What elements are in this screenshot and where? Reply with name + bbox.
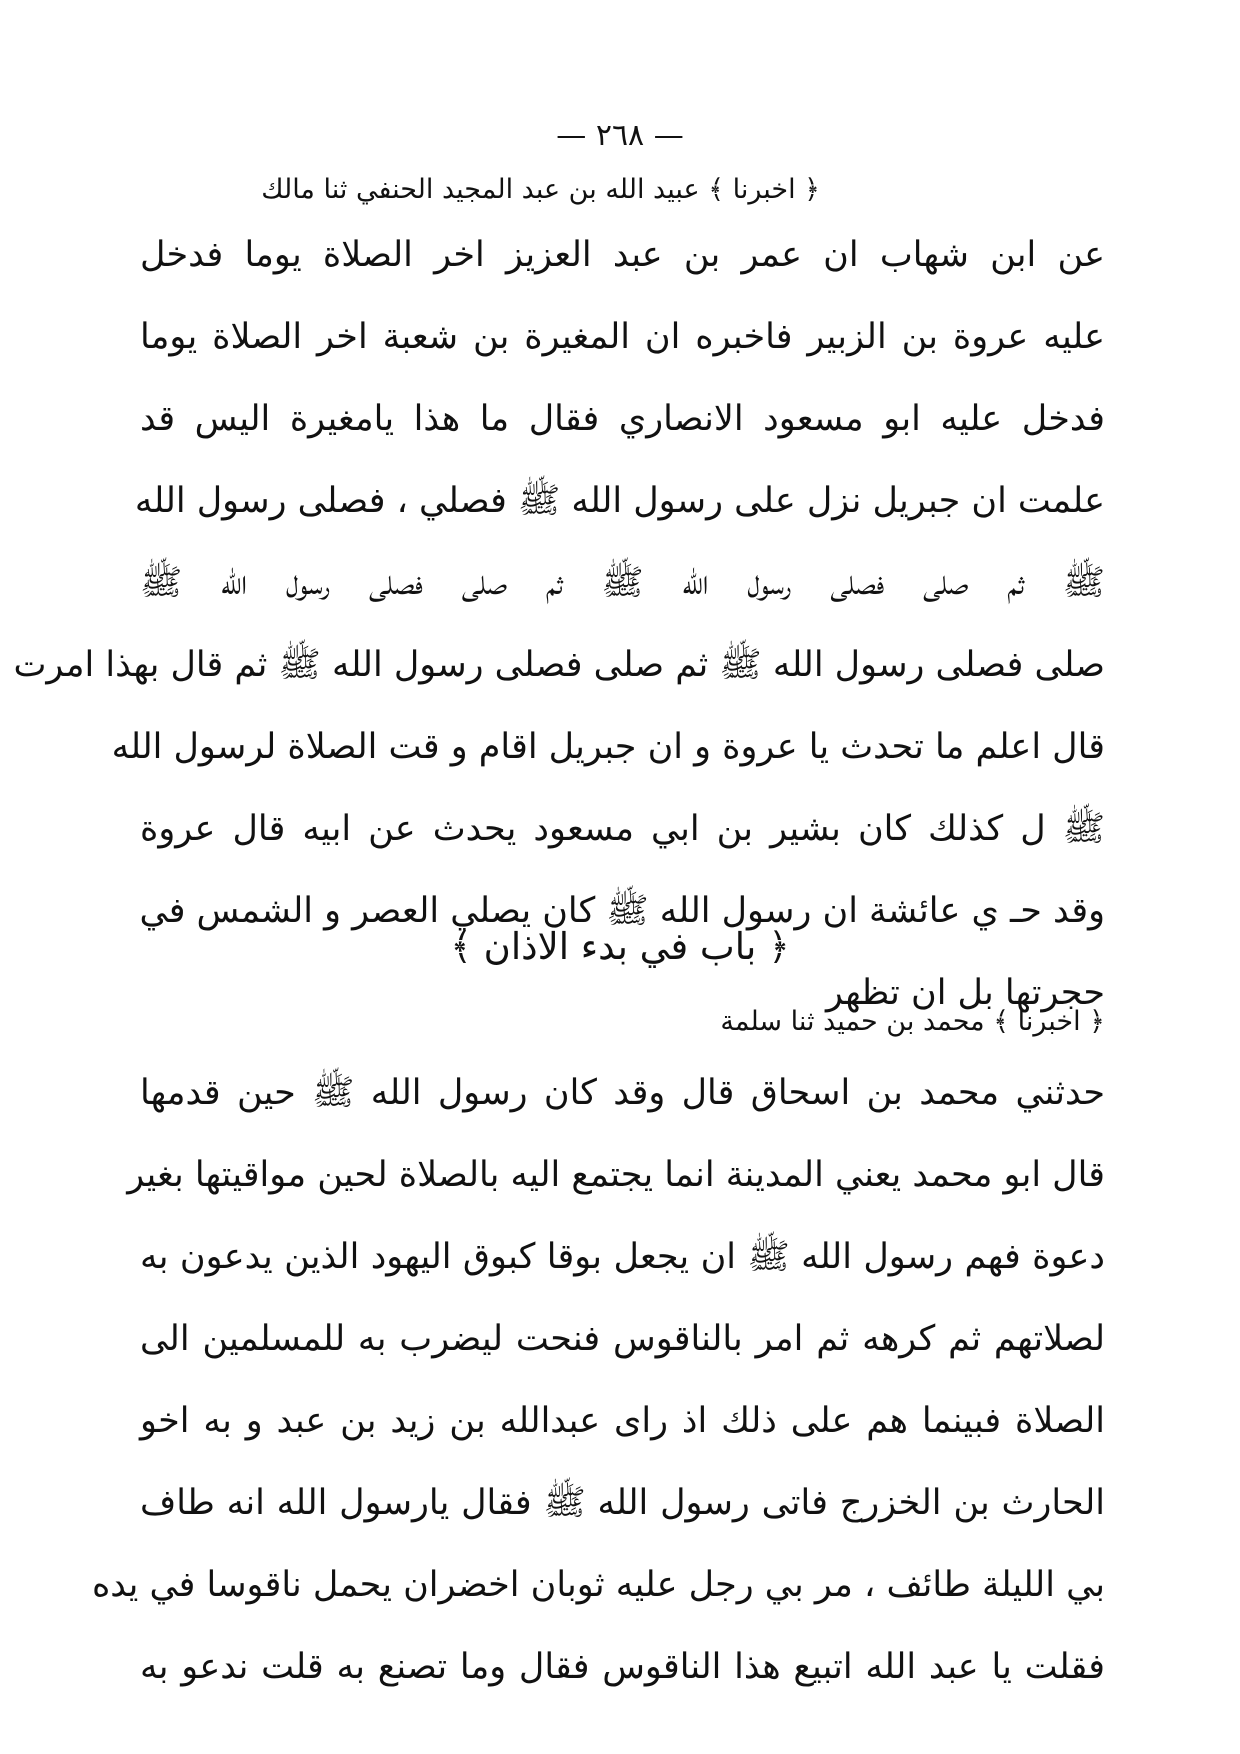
hadith-chain-header: ﴿ اخبرنا ﴾ محمد بن حميد ثنا سلمة — [720, 1006, 1105, 1037]
page-number: — ٢٦٨ — — [556, 118, 684, 153]
hadith-body-1 — [13, 214, 1105, 1034]
text-line: فدخل عليه ابو مسعود الانصاري فقال ما هذا يامغيرة اليس قد — [140, 399, 1105, 439]
text-line: قال اعلم ما تحدث يا عروة و ان جبريل اقام و قت الصلاة لرسول الله — [111, 727, 1105, 767]
hadith-body-2 — [91, 1052, 1105, 1708]
text-line: صلى فصلى رسول الله ﷺ ثم صلى فصلى رسول الله ﷺ ثم قال بهذا امرت — [13, 645, 1105, 685]
text-line: بي الليلة طائف ، مر بي رجل عليه ثوبان اخضران يحمل ناقوسا في يده — [91, 1565, 1105, 1605]
hadith-chain-header: ﴿ اخبرنا ﴾ عبيد الله بن عبد المجيد الحنفي ثنا مالك — [261, 174, 820, 205]
text-line: حجرتها بل ان تظهر — [825, 973, 1105, 1013]
text-line: دعوة فهم رسول الله ﷺ ان يجعل بوقا كبوق اليهود الذين يدعون به — [140, 1237, 1105, 1277]
text-line: حدثني محمد بن اسحاق قال وقد كان رسول الله ﷺ حين قدمها — [140, 1073, 1105, 1113]
text-line: ﷺ ل كذلك كان بشير بن ابي مسعود يحدث عن ابيه قال عروة — [140, 809, 1105, 849]
text-line: وقد حـ ي عائشة ان رسول الله ﷺ كان يصلي العصر و الشمس في — [139, 891, 1105, 931]
text-line: عن ابن شهاب ان عمر بن عبد العزيز اخر الصلاة يوما فدخل — [140, 235, 1105, 275]
text-line: قال ابو محمد يعني المدينة انما يجتمع اليه بالصلاة لحين مواقيتها بغير — [127, 1155, 1105, 1195]
chapter-title: ﴿ باب في بدء الاذان ﴾ — [450, 925, 790, 968]
text-line: الصلاة فبينما هم على ذلك اذ راى عبدالله بن زيد بن عبد و به اخو — [140, 1401, 1105, 1441]
text-line: فقلت يا عبد الله اتبيع هذا الناقوس فقال وما تصنع به قلت ندعو به — [140, 1647, 1105, 1687]
text-line: عليه عروة بن الزبير فاخبره ان المغيرة بن شعبة اخر الصلاة يوما — [140, 317, 1105, 357]
text-line: لصلاتهم ثم كرهه ثم امر بالناقوس فنحت ليضرب به للمسلمين الى — [140, 1319, 1105, 1359]
text-line: ﷺ ثم صلى فصلى رسول الله ﷺ ثم صلى فصلى رسول الله ﷺ — [140, 563, 1105, 603]
text-line: الحارث بن الخزرج فاتى رسول الله ﷺ فقال يارسول الله انه طاف — [140, 1483, 1105, 1523]
text-line: علمت ان جبريل نزل على رسول الله ﷺ فصلي ، فصلى رسول الله — [134, 481, 1105, 521]
